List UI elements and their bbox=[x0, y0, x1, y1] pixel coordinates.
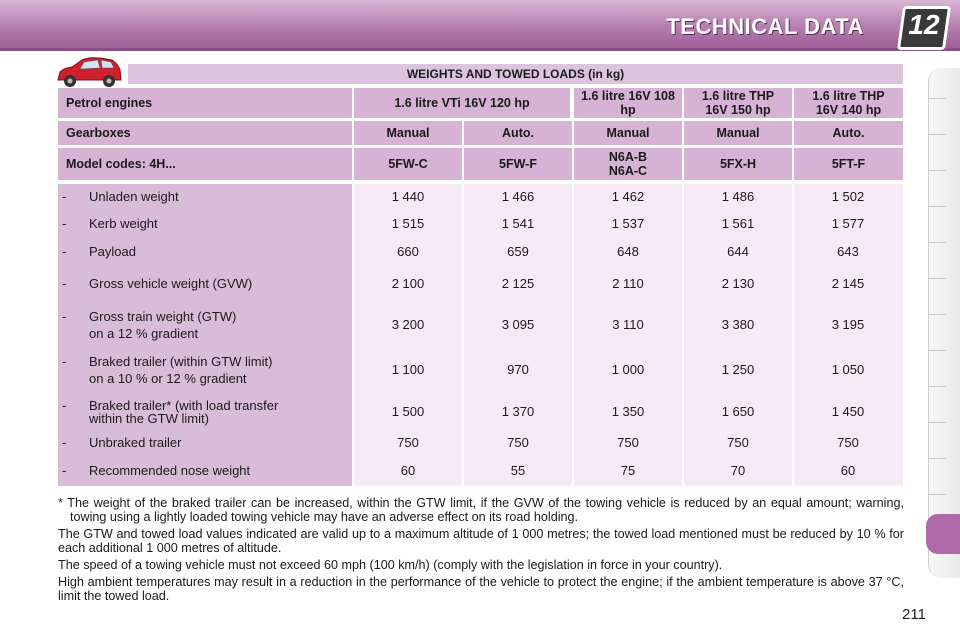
gearbox-header: Manual bbox=[684, 121, 792, 145]
row-value: 1 502 bbox=[831, 189, 865, 204]
chapter-tab-divider bbox=[928, 314, 946, 315]
row-value: 3 195 bbox=[831, 317, 865, 332]
row-dash: - bbox=[62, 216, 67, 231]
chapter-tab-divider bbox=[928, 458, 946, 459]
row-value: 2 110 bbox=[612, 276, 644, 291]
row-dash: - bbox=[62, 463, 67, 478]
row-value: 1 500 bbox=[391, 404, 425, 419]
row-value: 1 541 bbox=[501, 216, 535, 231]
page-number: 211 bbox=[902, 606, 926, 623]
row-value: 3 110 bbox=[612, 317, 644, 332]
row-label: Unladen weight bbox=[89, 189, 179, 204]
row-value: 750 bbox=[397, 435, 419, 450]
row-dash: - bbox=[62, 354, 67, 369]
row-value: 648 bbox=[617, 244, 639, 259]
row-value: 1 440 bbox=[391, 189, 425, 204]
chapter-tab-divider bbox=[928, 206, 946, 207]
gearbox-header: Auto. bbox=[464, 121, 572, 145]
model-code: 5FW-C bbox=[354, 148, 462, 180]
table-title: WEIGHTS AND TOWED LOADS (in kg) bbox=[128, 64, 903, 84]
chapter-tab-divider bbox=[928, 386, 946, 387]
row-value: 750 bbox=[727, 435, 749, 450]
row-value: 1 250 bbox=[721, 362, 755, 377]
chapter-tab-divider bbox=[928, 242, 946, 243]
model-code: 5FX-H bbox=[684, 148, 792, 180]
row-value: 70 bbox=[730, 463, 746, 478]
row-value: 2 100 bbox=[391, 276, 425, 291]
engine-header: 1.6 litre THP 16V 150 hp bbox=[684, 88, 792, 118]
row-value: 1 350 bbox=[611, 404, 645, 419]
row-value: 2 125 bbox=[501, 276, 535, 291]
row-value: 1 486 bbox=[721, 189, 755, 204]
footnote-paragraph: * The weight of the braked trailer can be increased, within the GTW limit, if the GVW of the towing vehicle is reduced by an equal amount; warning, towing using a lightly loaded towing vehicle may have an adverse effect on its road holding. bbox=[58, 496, 904, 524]
chapter-tab-divider bbox=[928, 350, 946, 351]
row-value: 750 bbox=[507, 435, 529, 450]
model-code: N6A-C bbox=[608, 164, 648, 178]
row-value: 60 bbox=[840, 463, 856, 478]
row-value: 643 bbox=[837, 244, 859, 259]
footnote-paragraph: The GTW and towed load values indicated are valid up to a maximum altitude of 1 000 metres; the towed load mentioned must be reduced by 10 % for each additional 1 000 metres of altitude. bbox=[58, 527, 904, 555]
row-sublabel: within the GTW limit) bbox=[89, 411, 209, 426]
gearbox-header: Manual bbox=[574, 121, 682, 145]
row-dash: - bbox=[62, 244, 67, 259]
row-value: 1 100 bbox=[391, 362, 425, 377]
row-value: 3 380 bbox=[721, 317, 755, 332]
row-dash: - bbox=[62, 309, 67, 324]
page-title: TECHNICAL DATA bbox=[666, 14, 864, 39]
engine-header: 1.6 litre 16V 108 hp bbox=[574, 88, 682, 118]
row-label: Braked trailer* (with load transfer bbox=[89, 398, 279, 413]
row-value: 1 450 bbox=[831, 404, 865, 419]
chapter-tab-divider bbox=[928, 134, 946, 135]
model-code: 5FW-F bbox=[464, 148, 572, 180]
chapter-tabs[interactable] bbox=[928, 68, 960, 578]
chapter-tab-divider bbox=[928, 98, 946, 99]
row-label: Gross train weight (GTW) bbox=[89, 309, 237, 324]
engine-header: 1.6 litre VTi 16V 120 hp bbox=[354, 88, 570, 118]
row-value: 660 bbox=[397, 244, 419, 259]
row-value: 3 200 bbox=[391, 317, 425, 332]
row-value: 750 bbox=[837, 435, 859, 450]
row-value: 644 bbox=[727, 244, 749, 259]
row-label: Braked trailer (within GTW limit) bbox=[89, 354, 273, 369]
row-label: Payload bbox=[89, 244, 136, 259]
row-label: Kerb weight bbox=[89, 216, 158, 231]
row-value: 55 bbox=[510, 463, 526, 478]
row-sublabel: on a 10 % or 12 % gradient bbox=[89, 371, 247, 386]
row-dash: - bbox=[62, 189, 67, 204]
row-value: 1 561 bbox=[721, 216, 755, 231]
row-value: 75 bbox=[620, 463, 636, 478]
row-value: 750 bbox=[617, 435, 639, 450]
model-code: 5FT-F bbox=[794, 148, 903, 180]
engine-label: Petrol engines bbox=[58, 88, 352, 118]
footnote-paragraph: High ambient temperatures may result in a reduction in the performance of the vehicle to protect the engine; if the ambient temperature is above 37 °C, limit the towed load. bbox=[58, 575, 904, 603]
car-icon bbox=[54, 56, 124, 90]
row-value: 1 577 bbox=[831, 216, 865, 231]
row-value: 2 130 bbox=[721, 276, 755, 291]
row-label: Unbraked trailer bbox=[89, 435, 182, 450]
model-label: Model codes: 4H... bbox=[58, 148, 352, 180]
chapter-tab-divider bbox=[928, 278, 946, 279]
chapter-tab-divider bbox=[928, 494, 946, 495]
row-value: 1 462 bbox=[611, 189, 645, 204]
row-value: 970 bbox=[507, 362, 529, 377]
row-value: 659 bbox=[507, 244, 529, 259]
footnotes bbox=[58, 496, 904, 606]
gearbox-header: Auto. bbox=[794, 121, 903, 145]
model-code-group bbox=[574, 148, 682, 180]
chapter-tab-divider bbox=[928, 170, 946, 171]
gearbox-header: Manual bbox=[354, 121, 462, 145]
row-dash: - bbox=[62, 398, 67, 413]
row-value: 1 050 bbox=[831, 362, 865, 377]
row-value: 1 370 bbox=[501, 404, 535, 419]
row-dash: - bbox=[62, 435, 67, 450]
chapter-tab-active[interactable] bbox=[926, 514, 960, 554]
chapter-number: 12 bbox=[908, 9, 940, 40]
row-value: 2 145 bbox=[831, 276, 865, 291]
row-value: 3 095 bbox=[501, 317, 535, 332]
model-code: N6A-B bbox=[608, 150, 648, 164]
row-value: 1 466 bbox=[501, 189, 535, 204]
row-label: Gross vehicle weight (GVW) bbox=[89, 276, 253, 291]
row-value: 1 515 bbox=[391, 216, 425, 231]
row-dash: - bbox=[62, 276, 67, 291]
gearbox-label: Gearboxes bbox=[58, 121, 352, 145]
row-value: 1 650 bbox=[721, 404, 755, 419]
footnote-paragraph: The speed of a towing vehicle must not exceed 60 mph (100 km/h) (comply with the legislation in force in your country). bbox=[58, 558, 723, 572]
row-value: 1 537 bbox=[611, 216, 645, 231]
chapter-tab-divider bbox=[928, 422, 946, 423]
header-divider bbox=[0, 48, 960, 51]
row-value: 1 000 bbox=[611, 362, 645, 377]
engine-header: 1.6 litre THP 16V 140 hp bbox=[794, 88, 903, 118]
row-label: Recommended nose weight bbox=[89, 463, 251, 478]
row-value: 60 bbox=[400, 463, 416, 478]
row-sublabel: on a 12 % gradient bbox=[89, 326, 199, 341]
